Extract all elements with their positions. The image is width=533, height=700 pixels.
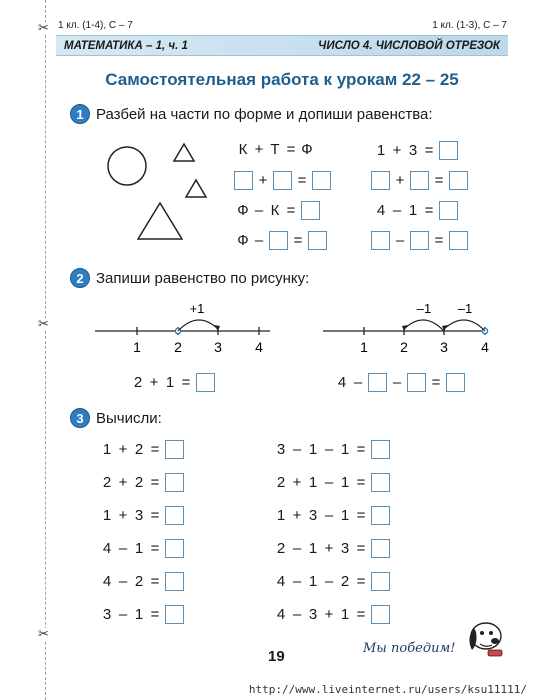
- number: 1: [340, 606, 350, 623]
- operator: +: [118, 441, 128, 458]
- operator: –: [292, 540, 302, 557]
- answer-box[interactable]: [196, 373, 215, 392]
- operator: =: [150, 507, 160, 524]
- scissors-icon: ✂: [38, 317, 49, 332]
- answer-box[interactable]: [165, 572, 184, 591]
- operator: =: [150, 606, 160, 623]
- answer-box[interactable]: [308, 231, 327, 250]
- number: 1: [340, 474, 350, 491]
- equation-task2-right: 4 – – =: [336, 373, 465, 392]
- answer-box[interactable]: [410, 231, 429, 250]
- operator: =: [150, 573, 160, 590]
- answer-box[interactable]: [371, 473, 390, 492]
- answer-box[interactable]: [439, 201, 458, 220]
- answer-box[interactable]: [312, 171, 331, 190]
- answer-box[interactable]: [165, 605, 184, 624]
- number-line-left: [90, 298, 280, 360]
- number: 2: [276, 474, 286, 491]
- tick-label: 1: [360, 339, 368, 355]
- number: 1: [102, 441, 112, 458]
- operator: +: [292, 507, 302, 524]
- number: 4: [102, 540, 112, 557]
- operator: =: [150, 540, 160, 557]
- answer-box[interactable]: [449, 171, 468, 190]
- answer-box[interactable]: [371, 572, 390, 591]
- tick-label: 3: [440, 339, 448, 355]
- task3-right-equation: [275, 440, 390, 459]
- task3-left-equation: [101, 473, 184, 492]
- number: 1: [134, 606, 144, 623]
- equation-task2-left: 2 + 1 =: [132, 373, 215, 392]
- arc-label: –1: [416, 301, 432, 316]
- answer-box[interactable]: [371, 440, 390, 459]
- topic-title: ЧИСЛО 4. ЧИСЛОВОЙ ОТРЕЗОК: [318, 40, 500, 52]
- task3-right-equation: [275, 572, 390, 591]
- cut-line: [45, 0, 46, 700]
- meta-right: 1 кл. (1-3), С – 7: [432, 20, 507, 31]
- number: 2: [134, 573, 144, 590]
- number: 3: [134, 507, 144, 524]
- tick-label: 2: [400, 339, 408, 355]
- tick-label: 2: [174, 339, 182, 355]
- operator: –: [118, 540, 128, 557]
- arc-label: –1: [457, 301, 473, 316]
- task-2-text: Запиши равенство по рисунку:: [96, 269, 310, 287]
- task-3-text: Вычисли:: [96, 409, 162, 427]
- operator: =: [150, 441, 160, 458]
- answer-box[interactable]: [410, 171, 429, 190]
- meta-left: 1 кл. (1-4), С – 7: [58, 20, 133, 31]
- task-1-header: [70, 104, 433, 124]
- answer-box[interactable]: [371, 506, 390, 525]
- tick-label: 4: [255, 339, 263, 355]
- equation-3b: 4 – 1 =: [375, 201, 458, 220]
- operator: –: [292, 606, 302, 623]
- answer-box[interactable]: [371, 605, 390, 624]
- operator: =: [150, 474, 160, 491]
- number: 3: [308, 606, 318, 623]
- task3-right-equation: [275, 539, 390, 558]
- task3-left-equation: [101, 572, 184, 591]
- operator: +: [118, 474, 128, 491]
- number: 2: [102, 474, 112, 491]
- number: 2: [340, 573, 350, 590]
- operator: =: [356, 573, 366, 590]
- task3-left-equation: [101, 539, 184, 558]
- number: 1: [276, 507, 286, 524]
- operator: –: [292, 573, 302, 590]
- answer-box[interactable]: [165, 473, 184, 492]
- answer-box[interactable]: [234, 171, 253, 190]
- header-bar: [56, 35, 508, 56]
- equation-4b: – =: [371, 231, 468, 250]
- task3-left-equation: [101, 440, 184, 459]
- answer-box[interactable]: [165, 506, 184, 525]
- answer-box[interactable]: [407, 373, 426, 392]
- scissors-icon: ✂: [38, 627, 49, 642]
- motto-text: Мы победим!: [363, 641, 456, 656]
- triangle-shape: [138, 203, 182, 239]
- page-number: 19: [268, 648, 285, 665]
- task-number-badge: 3: [70, 408, 90, 428]
- operator: =: [356, 507, 366, 524]
- equation-4a: Ф – =: [237, 231, 327, 250]
- task-3-header: [70, 408, 162, 428]
- number: 3: [340, 540, 350, 557]
- equation-2b: + =: [371, 171, 468, 190]
- answer-box[interactable]: [165, 539, 184, 558]
- answer-box[interactable]: [273, 171, 292, 190]
- number: 4: [102, 573, 112, 590]
- number: 1: [308, 441, 318, 458]
- operator: +: [292, 474, 302, 491]
- subject-title: МАТЕМАТИКА – 1, ч. 1: [64, 40, 188, 52]
- operator: –: [324, 507, 334, 524]
- number: 4: [276, 606, 286, 623]
- answer-box[interactable]: [371, 171, 390, 190]
- number: 1: [134, 540, 144, 557]
- operator: –: [324, 573, 334, 590]
- number: 1: [340, 507, 350, 524]
- answer-box[interactable]: [449, 231, 468, 250]
- shapes-figure: [100, 136, 225, 251]
- number: 1: [340, 441, 350, 458]
- answer-box[interactable]: [439, 141, 458, 160]
- answer-box[interactable]: [371, 231, 390, 250]
- number: 3: [308, 507, 318, 524]
- number: 3: [102, 606, 112, 623]
- triangle-shape: [186, 180, 206, 197]
- operator: –: [324, 474, 334, 491]
- task-1-text: Разбей на части по форме и допиши равенства:: [96, 105, 433, 123]
- number: 1: [102, 507, 112, 524]
- page-title: Самостоятельная работа к урокам 22 – 25: [105, 70, 459, 89]
- task-number-badge: 2: [70, 268, 90, 288]
- answer-box[interactable]: [269, 231, 288, 250]
- number: 2: [134, 474, 144, 491]
- operator: =: [356, 474, 366, 491]
- task3-right-equation: [275, 605, 390, 624]
- number: 4: [276, 573, 286, 590]
- operator: =: [356, 540, 366, 557]
- triangle-shape: [174, 144, 194, 161]
- operator: =: [356, 606, 366, 623]
- operator: –: [118, 606, 128, 623]
- number: 3: [276, 441, 286, 458]
- tick-label: 1: [133, 339, 141, 355]
- equation-2a: + =: [234, 171, 331, 190]
- number-line-right: [318, 298, 498, 360]
- number: 1: [308, 573, 318, 590]
- task3-left-equation: [101, 506, 184, 525]
- answer-box[interactable]: [301, 201, 320, 220]
- operator: –: [324, 441, 334, 458]
- answer-box[interactable]: [165, 440, 184, 459]
- task-number-badge: 1: [70, 104, 90, 124]
- task-2-header: [70, 268, 309, 288]
- arc-label: +1: [189, 301, 205, 316]
- answer-box[interactable]: [368, 373, 387, 392]
- answer-box[interactable]: [446, 373, 465, 392]
- tick-label: 4: [481, 339, 489, 355]
- number: 1: [308, 474, 318, 491]
- dog-mascot-icon: [462, 610, 514, 660]
- operator: +: [118, 507, 128, 524]
- scissors-icon: ✂: [38, 21, 49, 36]
- equation-1b: 1 + 3 =: [375, 141, 458, 160]
- task3-right-equation: [275, 506, 390, 525]
- number: 2: [134, 441, 144, 458]
- operator: +: [324, 606, 334, 623]
- equation-3a: Ф – К =: [237, 201, 320, 220]
- source-url: http://www.liveinternet.ru/users/ksu11111/: [248, 683, 527, 696]
- operator: +: [324, 540, 334, 557]
- circle-shape: [108, 147, 146, 185]
- operator: –: [292, 441, 302, 458]
- number: 2: [276, 540, 286, 557]
- operator: –: [118, 573, 128, 590]
- operator: =: [356, 441, 366, 458]
- task3-left-equation: [101, 605, 184, 624]
- tick-label: 3: [214, 339, 222, 355]
- task3-right-equation: [275, 473, 390, 492]
- number: 1: [308, 540, 318, 557]
- equation-1a: К + Т = Ф: [238, 141, 313, 158]
- answer-box[interactable]: [371, 539, 390, 558]
